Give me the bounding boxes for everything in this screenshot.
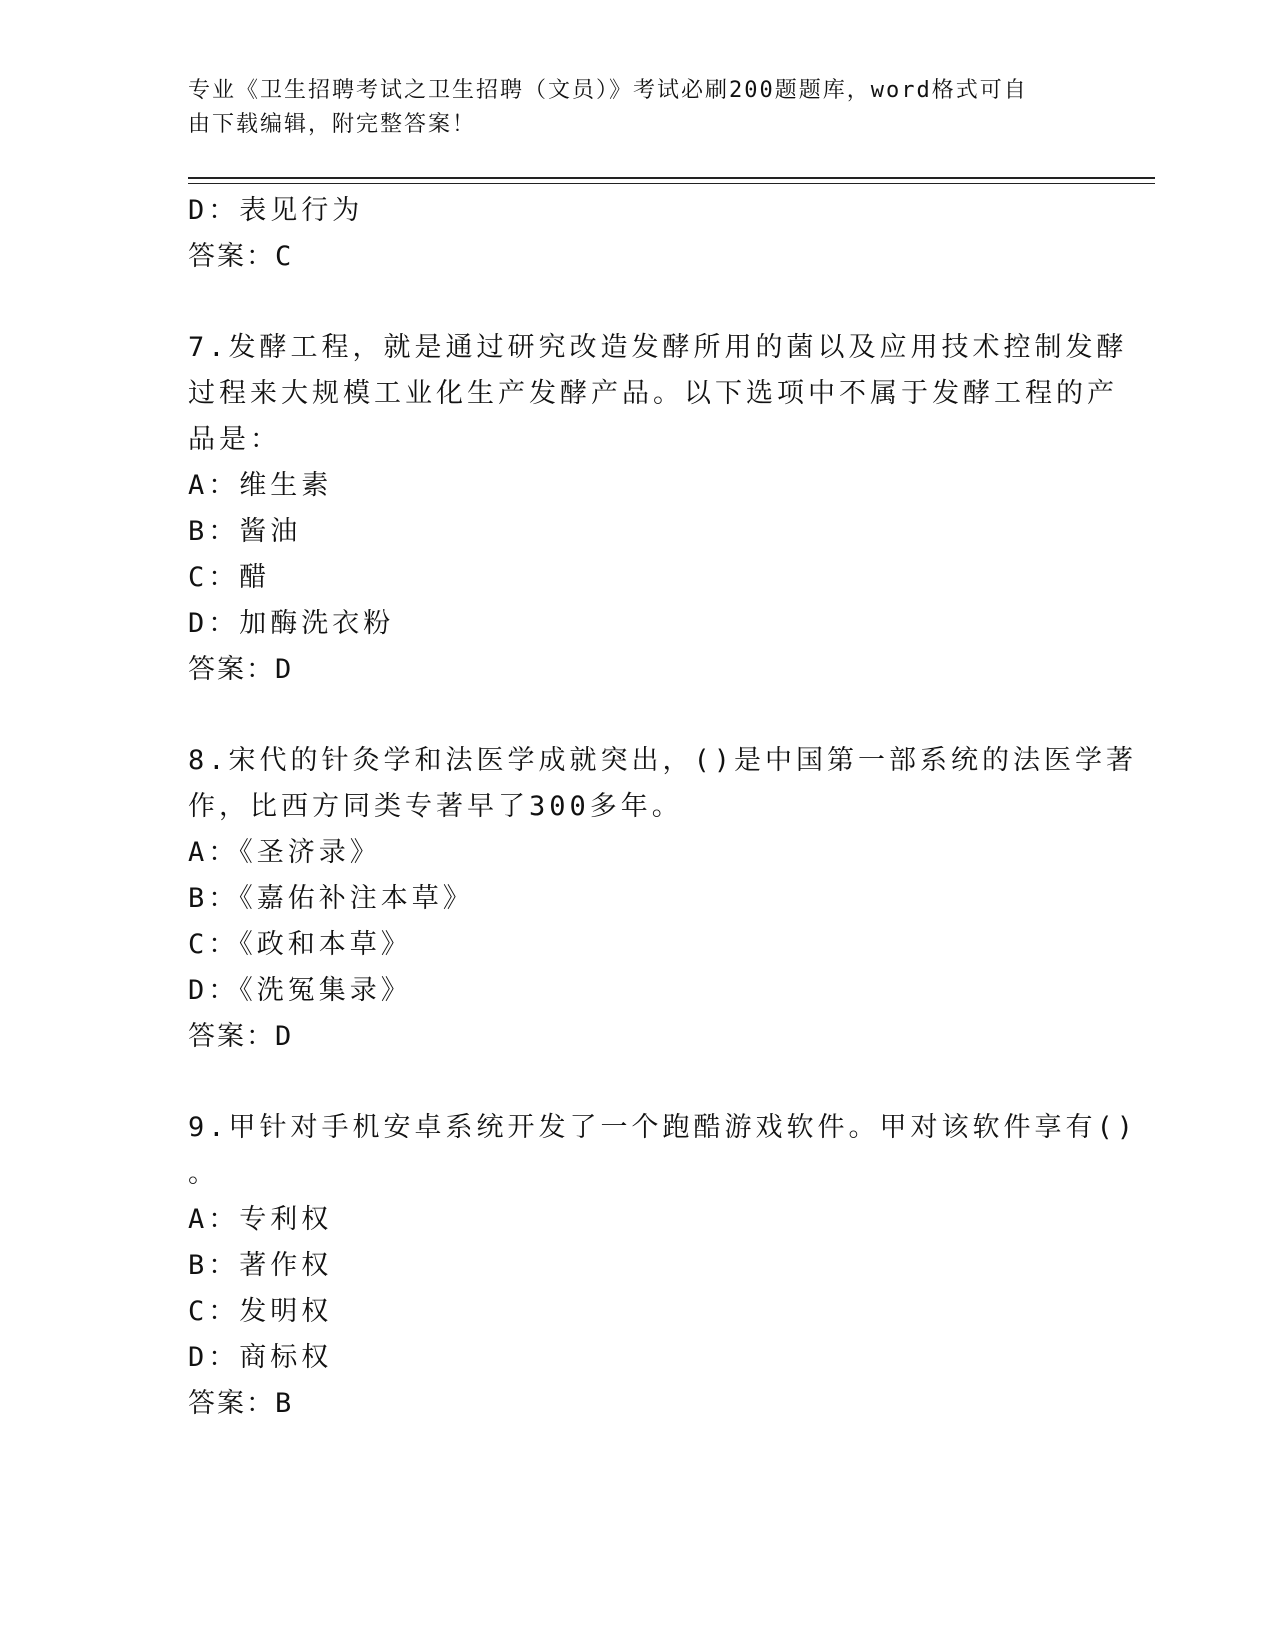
spacer (188, 280, 1068, 325)
header-divider-thin (188, 183, 1155, 184)
question-stem-line: 7.发酵工程，就是通过研究改造发酵所用的菌以及应用技术控制发酵 (188, 332, 1128, 363)
header-line-2: 由下载编辑，附完整答案！ (188, 112, 477, 137)
question-stem-line: 9.甲针对手机安卓系统开发了一个跑酷游戏软件。甲对该软件享有() (188, 1112, 1138, 1143)
answer-label: 答案： (188, 241, 275, 272)
header-divider-thick (188, 177, 1155, 179)
option-b: B：酱油 (188, 516, 302, 547)
option-a: A：维生素 (188, 470, 333, 501)
option-c: C：醋 (188, 562, 271, 593)
answer-value: D (275, 1021, 294, 1052)
answer-label: 答案： (188, 1021, 275, 1052)
question-8 (188, 738, 1138, 1060)
question-9 (188, 1105, 1138, 1427)
answer-line (188, 1014, 1068, 1060)
answer-value: D (275, 654, 294, 685)
option-d: D：商标权 (188, 1342, 333, 1373)
answer-line (188, 1381, 1068, 1427)
option-a: A：专利权 (188, 1204, 333, 1235)
option-d: D：表见行为 (188, 195, 364, 226)
question-stem-line: 8.宋代的针灸学和法医学成就突出，()是中国第一部系统的法医学著 (188, 745, 1138, 776)
answer-value: B (275, 1388, 294, 1419)
answer-label: 答案： (188, 654, 275, 685)
question-stem-line: 品是： (188, 424, 281, 455)
option-b: B：著作权 (188, 1250, 333, 1281)
option-a: A：《圣济录》 (188, 837, 381, 868)
page-header (188, 74, 1068, 142)
question-stem-line: 。 (188, 1158, 219, 1189)
spacer (188, 693, 1068, 738)
option-b: B：《嘉佑补注本草》 (188, 883, 474, 914)
spacer (188, 1060, 1068, 1105)
question-stem-line: 作，比西方同类专著早了300多年。 (188, 791, 683, 822)
option-d: D：加酶洗衣粉 (188, 608, 395, 639)
answer-line (188, 647, 1068, 693)
question-content (188, 188, 1138, 1427)
option-c: C：发明权 (188, 1296, 333, 1327)
option-c: C：《政和本草》 (188, 929, 412, 960)
answer-line (188, 234, 1068, 280)
question-stem-line: 过程来大规模工业化生产发酵产品。以下选项中不属于发酵工程的产 (188, 378, 1118, 409)
option-d: D：《洗冤集录》 (188, 975, 412, 1006)
answer-label: 答案： (188, 1388, 275, 1419)
question-7 (188, 325, 1128, 693)
header-line-1: 专业《卫生招聘考试之卫生招聘（文员）》考试必刷200题题库，word格式可自 (188, 78, 1028, 103)
answer-value: C (275, 241, 294, 272)
